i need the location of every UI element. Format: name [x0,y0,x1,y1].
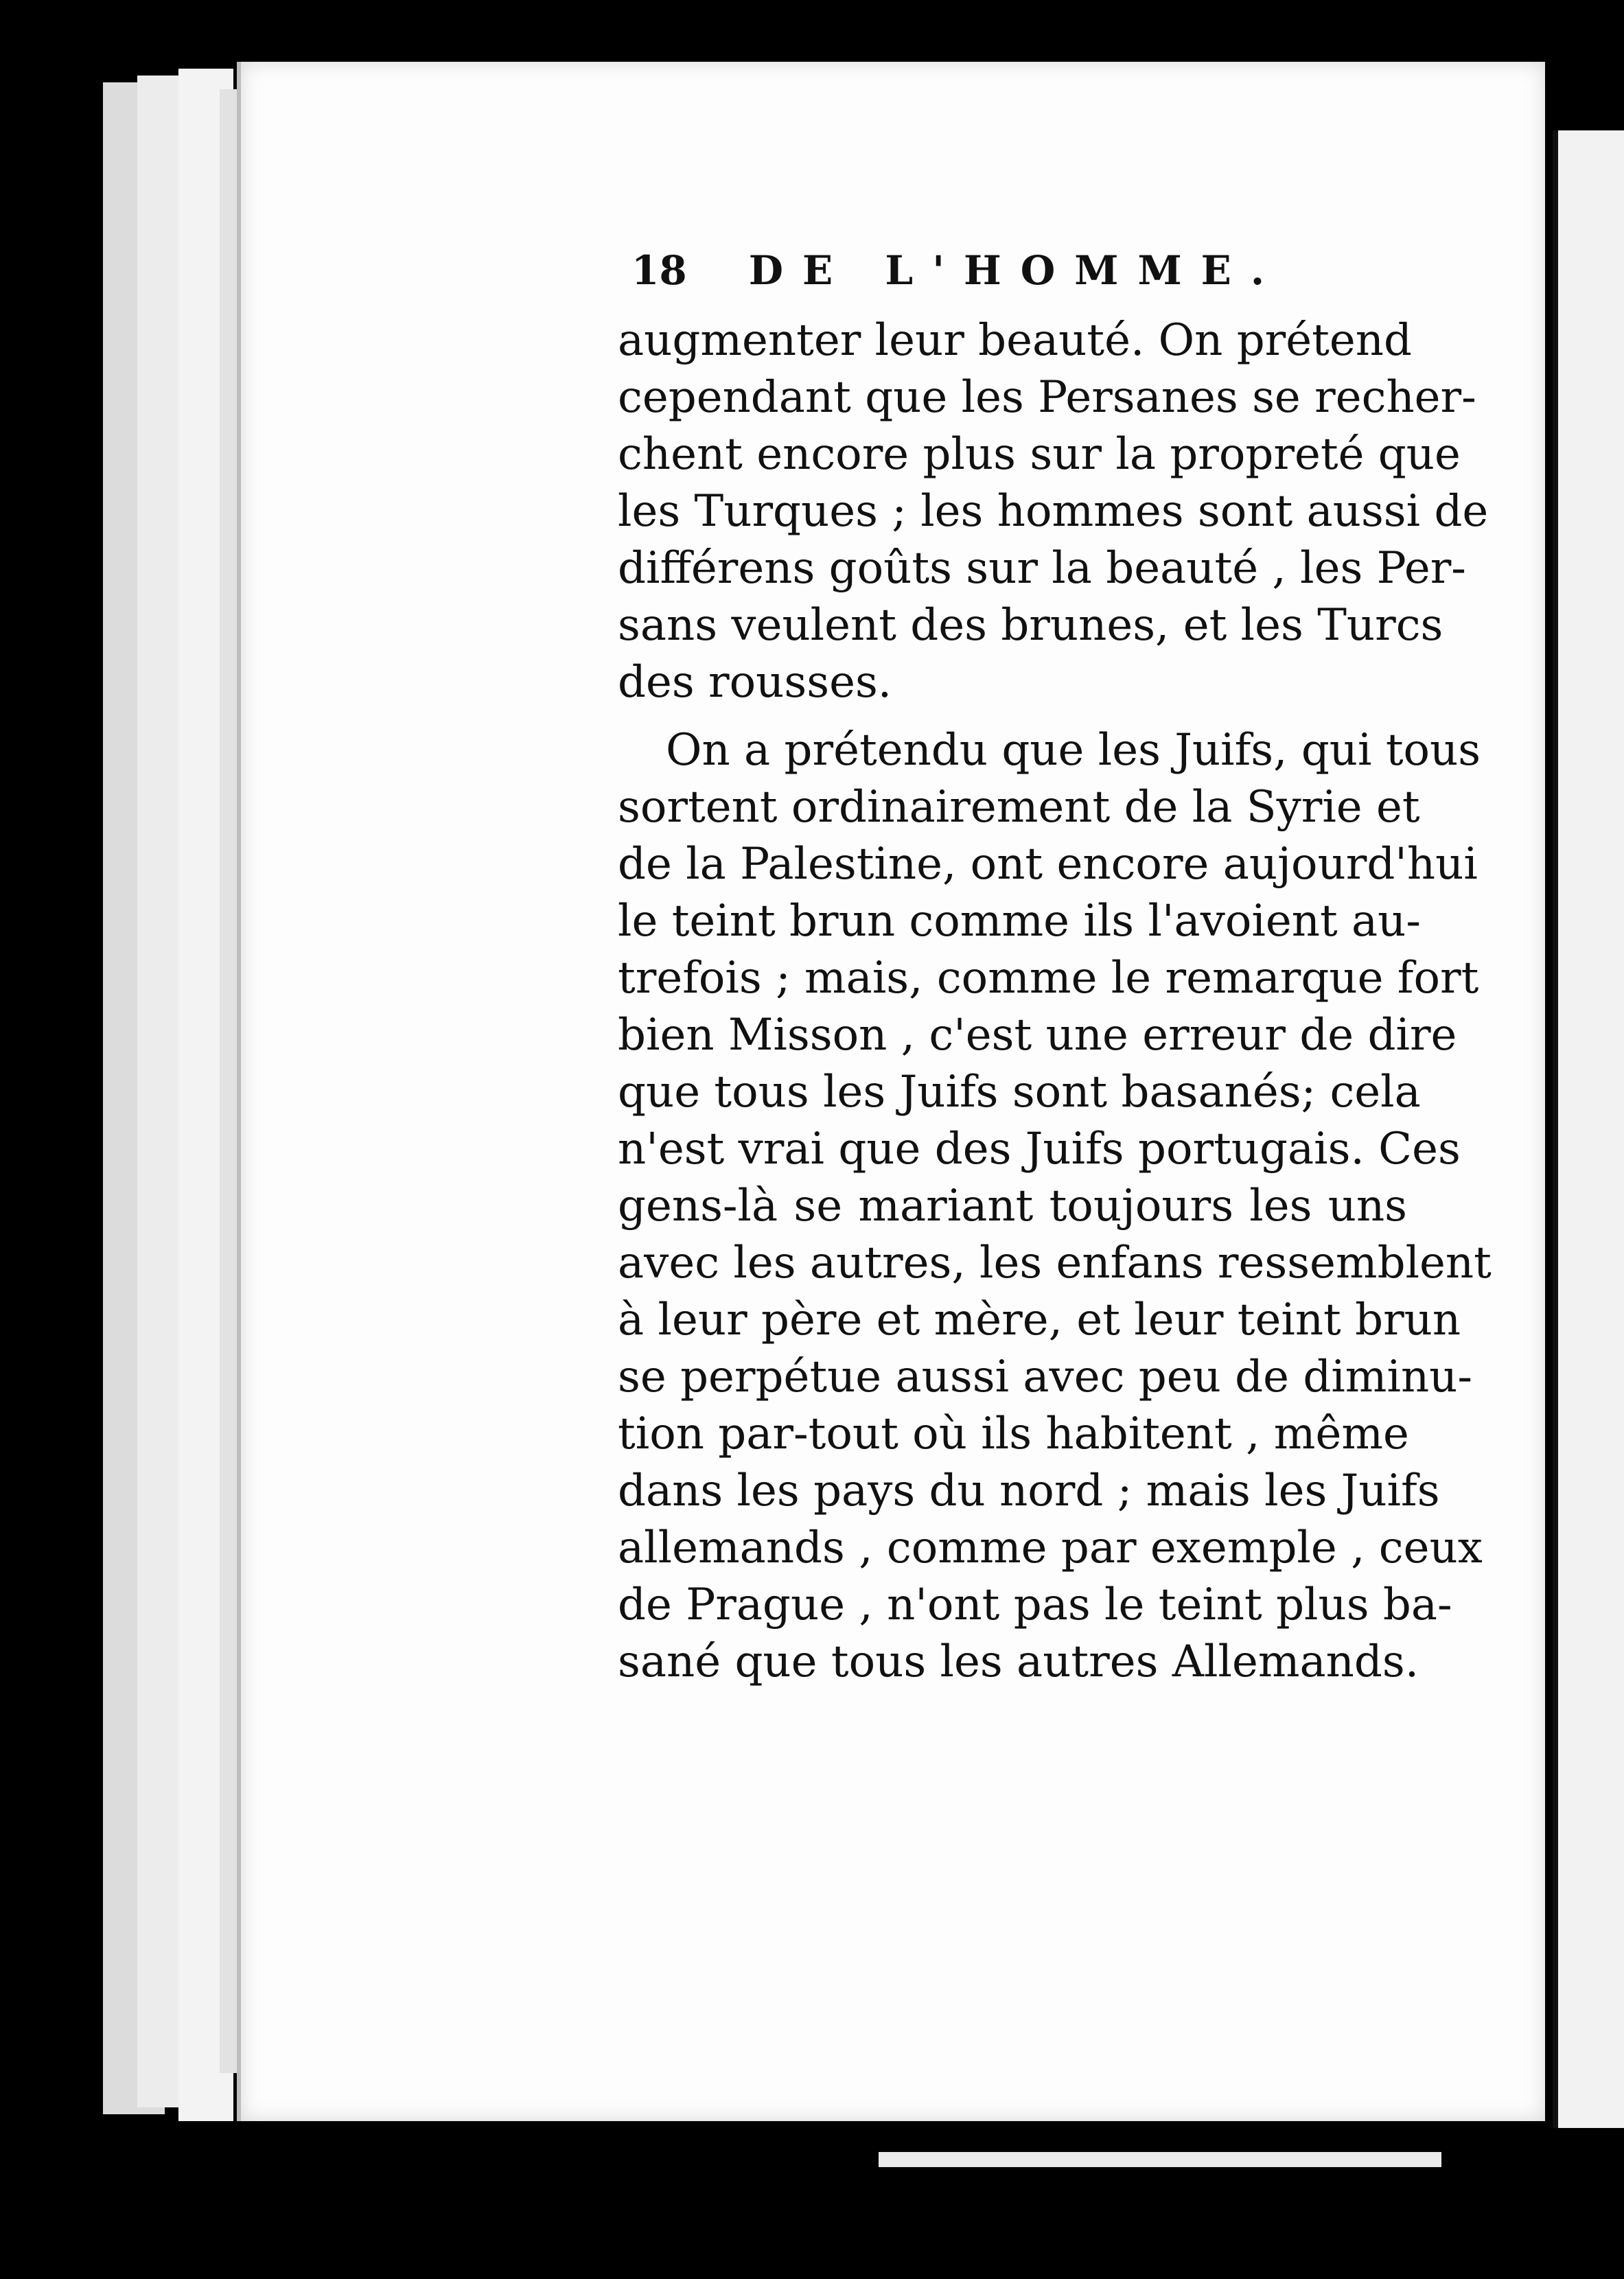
text-line: trefois ; mais, comme le remarque fort [618,953,1479,1004]
paragraph [618,312,1489,711]
text-line: à leur père et mère, et leur teint brun [618,1295,1461,1345]
binding-strip [879,2152,1441,2167]
text-line: différens goûts sur la beauté , les Per- [618,543,1466,594]
text-line: augmenter leur beauté. On prétend [618,315,1412,366]
facing-page-edge [1553,130,1624,2128]
text-line: bien Misson , c'est une erreur de dire [618,1010,1457,1061]
text-line: gens-là se mariant toujours les uns [618,1181,1407,1231]
text-line: le teint brun comme ils l'avoient au- [618,896,1421,947]
text-line: chent encore plus sur la propreté que [618,429,1461,480]
body-text [618,312,1492,1691]
text-line: que tous les Juifs sont basanés; cela [618,1067,1421,1118]
running-title: DE L'HOMME. [748,247,1284,294]
text-line: dans les pays du nord ; mais les Juifs [618,1466,1440,1516]
paragraph [618,722,1492,1691]
page-number: 18 [631,247,687,294]
text-line: On a prétendu que les Juifs, qui tous [666,725,1481,776]
text-line: n'est vrai que des Juifs portugais. Ces [618,1124,1461,1175]
text-line: de la Palestine, ont encore aujourd'hui [618,839,1478,890]
text-line: cependant que les Persanes se recher- [618,372,1476,423]
text-line: sortent ordinairement de la Syrie et [618,782,1420,833]
text-line: les Turques ; les hommes sont aussi de [618,486,1489,537]
text-line: des rousses. [618,657,892,708]
text-line: sans veulent des brunes, et les Turcs [618,600,1443,651]
text-line: sané que tous les autres Allemands. [618,1636,1419,1687]
text-line: de Prague , n'ont pas le teint plus ba- [618,1580,1452,1630]
text-line: allemands , comme par exemple , ceux [618,1523,1483,1573]
text-line: se perpétue aussi avec peu de diminu- [618,1352,1472,1402]
text-line: tion par-tout où ils habitent , même [618,1409,1409,1459]
page-header [631,247,1290,302]
text-line: avec les autres, les enfans ressemblent [618,1238,1492,1288]
